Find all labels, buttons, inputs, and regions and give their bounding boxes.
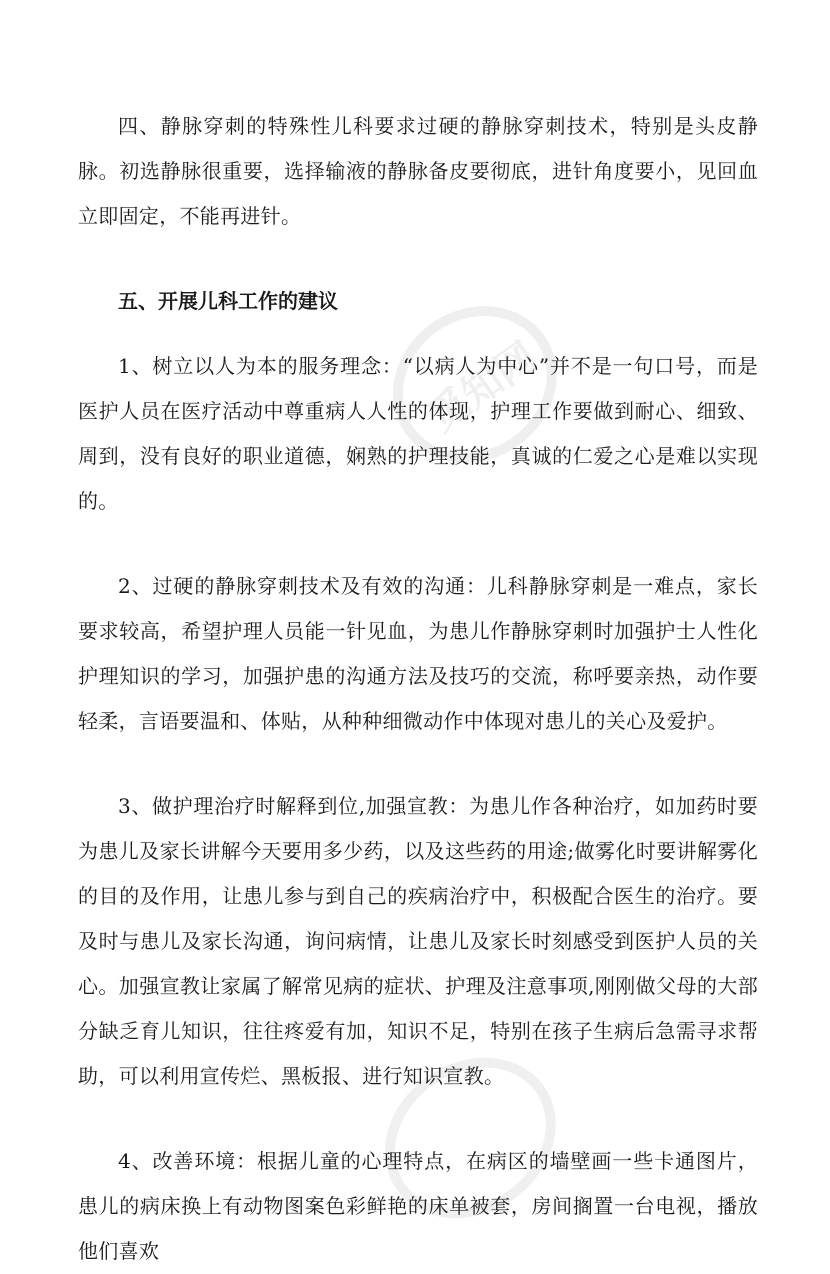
- section-heading-suggestions: 五、开展儿科工作的建议: [118, 289, 338, 313]
- paragraph-suggestion-3: 3、做护理治疗时解释到位,加强宣教：为患儿作各种治疗，如加药时要为患儿及家长讲解今天要用多少药，以及这些药的用途;做雾化时要讲解雾化的目的及作用，让患儿参与到自己的疾病治疗中，积极配合医生的治疗。要及时与患儿及家长沟通，询问病情，让患儿及家长时刻感受到医护人员的关心。加强宣教让家属了解常见病的症状、护理及注意事项,刚刚做父母的大部分缺乏育儿知识，往往疼爱有加，知识不足，特别在孩子生病后急需寻求帮助，可以利用宣传烂、黑板报、进行知识宣教。: [78, 794, 758, 1088]
- paragraph-suggestion-1: 1、树立以人为本的服务理念：“以病人为中心”并不是一句口号，而是医护人员在医疗活动中尊重病人人性的体现，护理工作要做到耐心、细致、周到，没有良好的职业道德，娴熟的护理技能，真诚的仁爱之心是难以实现的。: [78, 354, 758, 513]
- paragraph-suggestion-4: 4、改善环境：根据儿童的心理特点，在病区的墙壁画一些卡通图片，患儿的病床换上有动物图案色彩鲜艳的床单被套，房间搁置一台电视，播放他们喜欢: [78, 1149, 758, 1263]
- watermark-text: 觅知网: [420, 334, 546, 441]
- paragraph-suggestion-2: 2、过硬的静脉穿刺技术及有效的沟通：儿科静脉穿刺是一难点，家长要求较高，希望护理人员能一针见血，为患儿作静脉穿刺时加强护士人性化护理知识的学习，加强护患的沟通方法及技巧的交流，称呼要亲热，动作要轻柔，言语要温和、体贴，从种种细微动作中体现对患儿的关心及爱护。: [78, 574, 758, 733]
- paragraph-venipuncture: 四、静脉穿刺的特殊性儿科要求过硬的静脉穿刺技术，特别是头皮静脉。初选静脉很重要，选择输液的静脉备皮要彻底，进针角度要小，见回血立即固定，不能再进针。: [78, 114, 758, 228]
- document-body: [78, 104, 758, 1274]
